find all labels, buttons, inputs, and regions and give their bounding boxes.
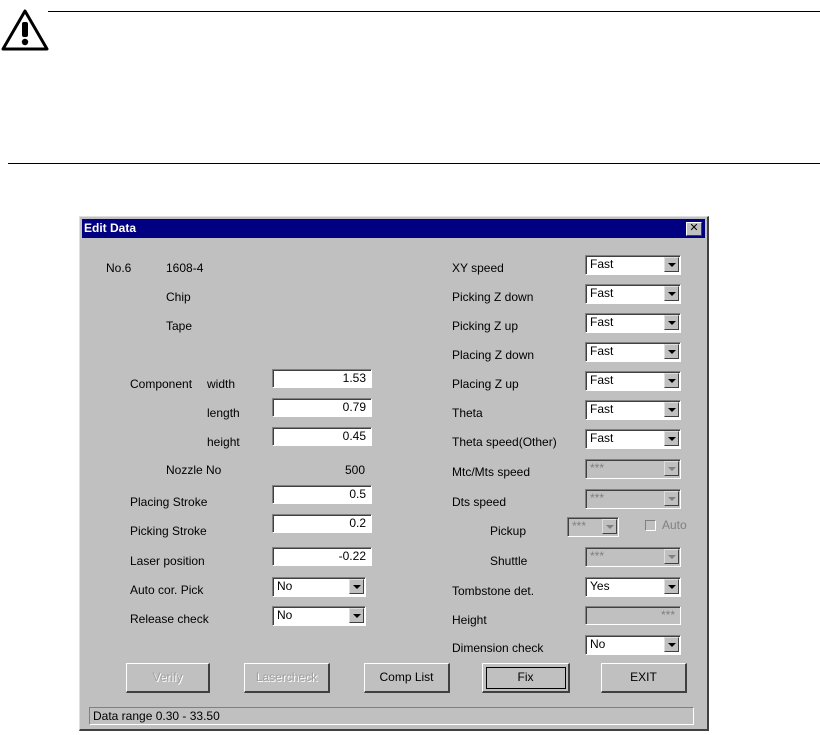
close-icon: ✕ (689, 222, 699, 234)
auto-cor-pick-label: Auto cor. Pick (130, 583, 204, 597)
chevron-down-icon[interactable] (664, 257, 679, 272)
theta-speed-other-label: Theta speed(Other) (452, 435, 557, 449)
pickup-label: Pickup (490, 524, 527, 538)
chevron-down-icon[interactable] (349, 579, 364, 594)
auto-cor-pick-select[interactable] (272, 577, 366, 597)
picking-z-up-label: Picking Z up (452, 319, 519, 333)
status-bar: Data range 0.30 - 33.50 (89, 707, 694, 725)
dts-speed-select (585, 489, 681, 509)
chevron-down-icon[interactable] (664, 431, 679, 446)
placing-z-down-value: Fast (590, 344, 614, 358)
auto-checkbox (645, 520, 656, 531)
dts-speed-label: Dts speed (452, 495, 507, 509)
height-input[interactable]: 0.45 (272, 427, 372, 446)
chevron-down-icon[interactable] (664, 402, 679, 417)
exit-button[interactable]: EXIT (601, 663, 687, 693)
chevron-down-icon[interactable] (349, 608, 364, 623)
picking-z-down-value: Fast (590, 286, 614, 300)
nozzle-value: 500 (345, 463, 366, 477)
theta-speed-other-value: Fast (590, 431, 614, 445)
chevron-down-icon[interactable] (664, 344, 679, 359)
chevron-down-icon (664, 491, 679, 506)
xy-speed-value: Fast (590, 257, 614, 271)
close-button[interactable] (686, 222, 702, 236)
length-label: length (207, 406, 240, 420)
bottom-divider (8, 163, 820, 164)
top-divider (48, 11, 820, 12)
release-check-select[interactable] (272, 606, 366, 626)
release-check-value: No (277, 608, 293, 622)
lasercheck-button: Lasercheck (244, 663, 330, 693)
laser-position-input[interactable]: -0.22 (272, 547, 372, 566)
placing-z-down-select[interactable] (585, 342, 681, 362)
auto-cor-pick-value: No (277, 579, 293, 593)
picking-z-up-value: Fast (590, 315, 614, 329)
component-label: Component (130, 377, 193, 391)
chevron-down-icon[interactable] (664, 373, 679, 388)
shuttle-value: *** (590, 549, 605, 563)
chevron-down-icon[interactable] (664, 315, 679, 330)
placing-z-up-value: Fast (590, 373, 614, 387)
width-input[interactable]: 1.53 (272, 369, 372, 388)
comp-list-button[interactable]: Comp List (364, 663, 450, 693)
mtc-mts-speed-label: Mtc/Mts speed (452, 465, 531, 479)
picking-z-down-label: Picking Z down (452, 290, 534, 304)
chevron-down-icon[interactable] (664, 637, 679, 652)
dimension-check-label: Dimension check (452, 641, 544, 655)
component-number: No.6 (106, 261, 132, 275)
feeder-type: Tape (166, 319, 193, 333)
tombstone-value: Yes (590, 579, 610, 593)
shuttle-label: Shuttle (490, 554, 528, 568)
theta-speed-other-select[interactable] (585, 429, 681, 449)
theta-value: Fast (590, 402, 614, 416)
chevron-down-icon (602, 519, 617, 534)
placing-stroke-input[interactable]: 0.5 (272, 485, 372, 504)
mtc-mts-speed-select (585, 459, 681, 479)
pickup-value: *** (572, 519, 587, 533)
dts-speed-value: *** (590, 491, 605, 505)
dimension-check-select[interactable] (585, 635, 681, 655)
component-name: 1608-4 (166, 261, 204, 275)
verify-button: Verify (126, 663, 210, 693)
laser-position-label: Laser position (130, 554, 205, 568)
theta-select[interactable] (585, 400, 681, 420)
chevron-down-icon (664, 549, 679, 564)
chevron-down-icon[interactable] (664, 286, 679, 301)
placing-z-down-label: Placing Z down (452, 348, 535, 362)
title-bar (82, 219, 705, 238)
window-title: Edit Data (84, 221, 137, 235)
placing-z-up-select[interactable] (585, 371, 681, 391)
placing-z-up-label: Placing Z up (452, 377, 519, 391)
edit-data-dialog (79, 216, 709, 731)
height-check-label: Height (452, 613, 487, 627)
chevron-down-icon (664, 461, 679, 476)
shuttle-select (585, 547, 681, 567)
xy-speed-label: XY speed (452, 261, 504, 275)
placing-stroke-label: Placing Stroke (130, 495, 208, 509)
tombstone-label: Tombstone det. (452, 584, 535, 598)
theta-label: Theta (452, 406, 483, 420)
chevron-down-icon[interactable] (664, 579, 679, 594)
height-label: height (207, 435, 240, 449)
picking-stroke-label: Picking Stroke (130, 524, 207, 538)
mtc-mts-speed-value: *** (590, 461, 605, 475)
tombstone-select[interactable] (585, 577, 681, 597)
width-label: width (207, 377, 236, 391)
auto-label: Auto (662, 518, 687, 532)
height-check-input: *** (585, 606, 681, 625)
length-input[interactable]: 0.79 (272, 398, 372, 417)
pickup-select (567, 517, 619, 537)
dimension-check-value: No (590, 637, 606, 651)
component-type: Chip (166, 290, 191, 304)
picking-z-down-select[interactable] (585, 284, 681, 304)
fix-button[interactable]: Fix (482, 663, 570, 693)
nozzle-label: Nozzle No (166, 463, 222, 477)
picking-z-up-select[interactable] (585, 313, 681, 333)
warning-triangle-icon (0, 8, 50, 52)
release-check-label: Release check (130, 612, 209, 626)
picking-stroke-input[interactable]: 0.2 (272, 514, 372, 533)
xy-speed-select[interactable] (585, 255, 681, 275)
